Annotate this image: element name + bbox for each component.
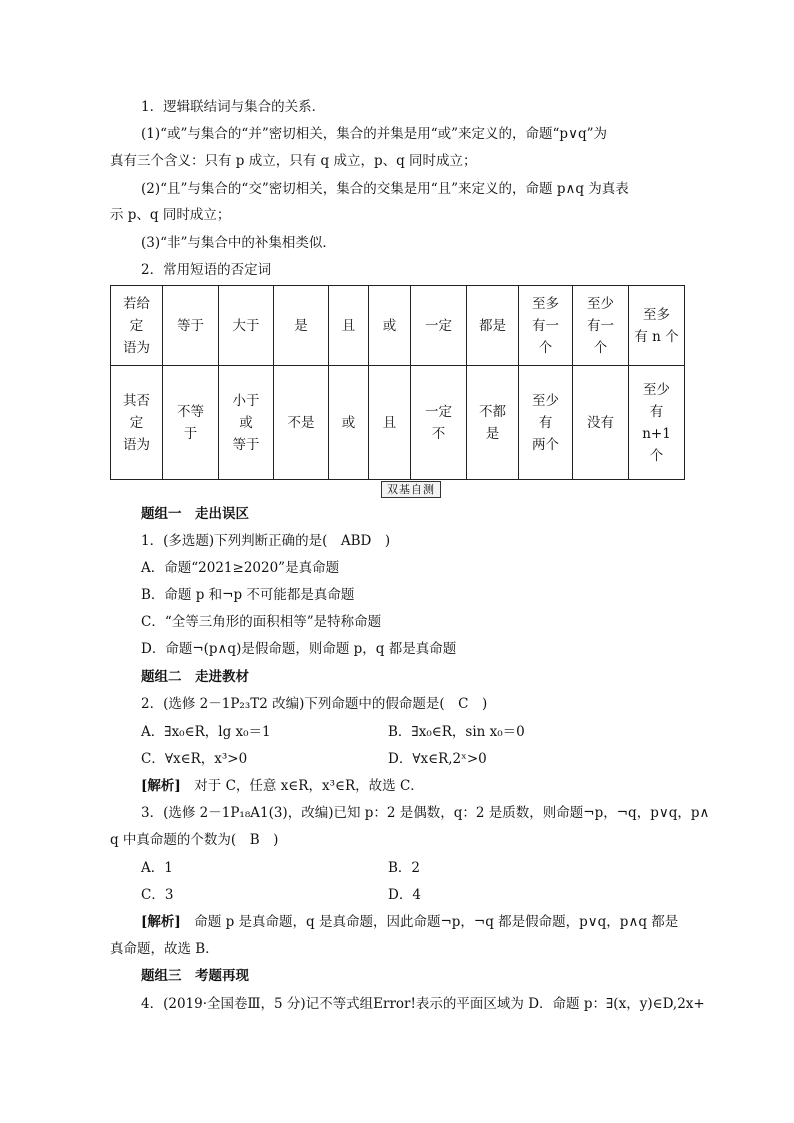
table-cell: 没有	[573, 366, 629, 480]
table-cell: 或	[329, 366, 369, 480]
table-row	[111, 286, 685, 366]
table-cell: 且	[369, 366, 411, 480]
q1-option-a: A．命题“2021≥2020”是真命题	[141, 560, 340, 576]
table-cell: 至少 有一 个	[573, 286, 629, 366]
q2-option-a: A．∃x₀∈R，lg x₀＝1	[141, 724, 271, 740]
table-cell: 不等 于	[163, 366, 219, 480]
negation-table	[110, 285, 685, 480]
table-cell: 一定 不	[411, 366, 467, 480]
analysis-text: 对于 C，任意 x∈R，x³∈R，故选 C．	[180, 778, 424, 794]
q1-option-d: D．命题¬(p∧q)是假命题，则命题 p，q 都是真命题	[141, 641, 457, 657]
analysis-text: 命题 p 是真命题，q 是真命题，因此命题¬p，¬q 都是假命题，p∨q，p∧q 都是	[180, 914, 679, 930]
q1-option-c: C．“全等三角形的面积相等”是特称命题	[141, 614, 382, 630]
table-cell: 大于	[219, 286, 274, 366]
q3-option-b: B．2	[388, 860, 421, 876]
q4-stem: 4．(2019·全国卷Ⅲ，5 分)记不等式组Error!表示的平面区域为 D．命题 p：∃(x，y)∈D,2x+	[141, 996, 705, 1012]
q1-stem: 1．(多选题)下列判断正确的是( ABD )	[141, 533, 391, 549]
table-cell: 且	[329, 286, 369, 366]
q2-option-b: B．∃x₀∈R，sin x₀＝0	[388, 724, 525, 740]
q2-analysis	[141, 778, 424, 794]
table-cell: 不是	[274, 366, 329, 480]
section1-point1-line1: (1)“或”与集合的“并”密切相关，集合的并集是用“或”来定义的，命题“p∨q”为	[141, 126, 607, 142]
section1-point1-line2: 真有三个含义：只有 p 成立，只有 q 成立，p、q 同时成立；	[110, 153, 477, 169]
group1-title: 题组一 走出误区	[141, 506, 249, 522]
q1-option-b: B．命题 p 和¬p 不可能都是真命题	[141, 587, 355, 603]
table-cell: 至少 有 n+1 个	[629, 366, 685, 480]
q3-option-d: D．4	[388, 887, 421, 903]
q3-analysis-line2: 真命题，故选 B．	[110, 941, 219, 957]
self-test-stamp: 双基自测	[381, 481, 441, 498]
table-cell: 或	[369, 286, 411, 366]
q3-option-c: C．3	[141, 887, 174, 903]
section1-heading: 1．逻辑联结词与集合的关系．	[141, 99, 326, 115]
q3-analysis-line1	[141, 914, 678, 930]
analysis-tag: [解析]	[141, 778, 181, 794]
table-cell: 一定	[411, 286, 467, 366]
section2-heading: 2．常用短语的否定词	[141, 262, 272, 278]
table-cell: 若给 定 语为	[111, 286, 163, 366]
group2-title: 题组二 走进教材	[141, 669, 249, 685]
analysis-tag: [解析]	[141, 914, 181, 930]
table-cell: 至少 有 两个	[519, 366, 573, 480]
q3-stem-line2: q 中真命题的个数为( B )	[110, 832, 279, 848]
table-cell: 至多 有一 个	[519, 286, 573, 366]
table-cell: 等于	[163, 286, 219, 366]
q2-option-d: D．∀x∈R,2ˣ>0	[388, 751, 487, 767]
q2-stem: 2．(选修 2－1P₂₃T2 改编)下列命题中的假命题是( C )	[141, 696, 488, 712]
section1-point3: (3)“非”与集合中的补集相类似．	[141, 235, 336, 251]
table-cell: 是	[274, 286, 329, 366]
section1-point2-line1: (2)“且”与集合的“交”密切相关，集合的交集是用“且”来定义的，命题 p∧q 为真表	[141, 181, 629, 197]
group3-title: 题组三 考题再现	[141, 968, 249, 984]
table-cell: 小于 或 等于	[219, 366, 274, 480]
q2-option-c: C．∀x∈R，x³>0	[141, 751, 248, 767]
section1-point2-line2: 示 p、q 同时成立；	[110, 207, 231, 223]
q3-stem-line1: 3．(选修 2－1P₁₈A1(3)，改编)已知 p：2 是偶数，q：2 是质数，则命题¬p，¬q，p∨q，p∧	[141, 805, 710, 821]
table-row	[111, 366, 685, 480]
table-cell: 都是	[467, 286, 519, 366]
table-cell: 其否 定 语为	[111, 366, 163, 480]
table-cell: 不都 是	[467, 366, 519, 480]
q3-option-a: A．1	[141, 860, 173, 876]
table-cell: 至多 有 n 个	[629, 286, 685, 366]
